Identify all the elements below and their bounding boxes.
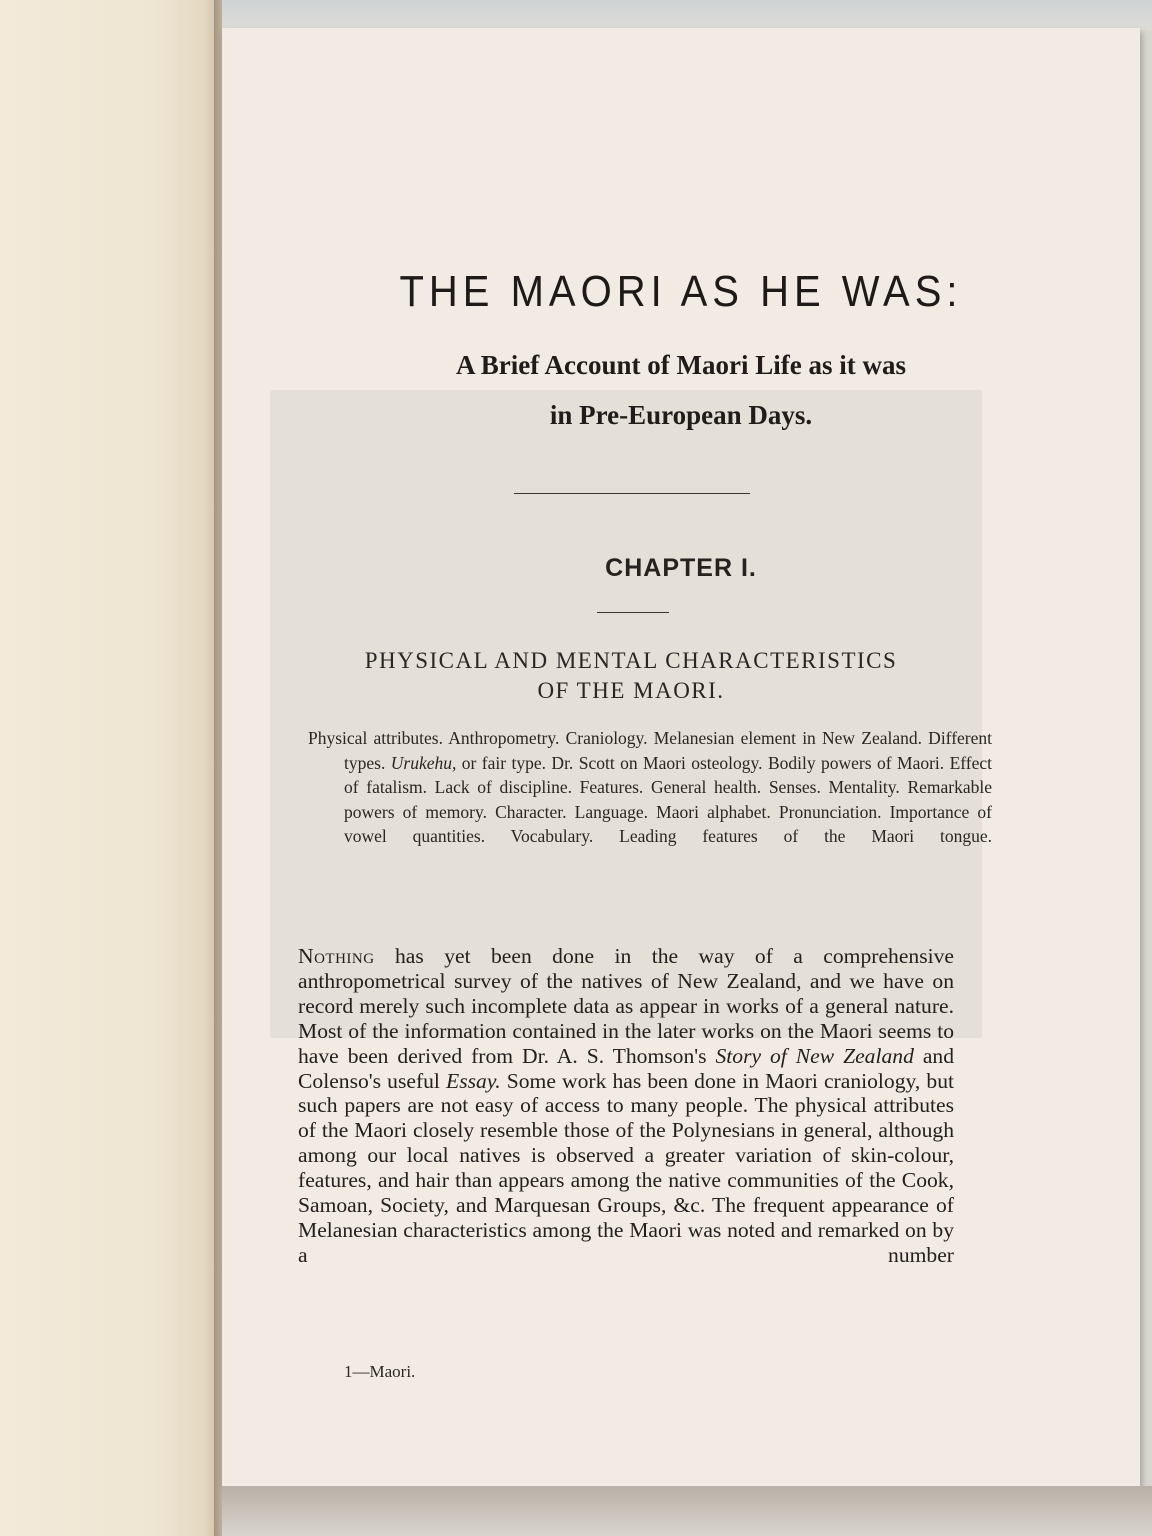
body-text-3: Some work has been done in Maori craniology, but such papers are not easy of access to many people. The physical attributes of the Maori closely resemble those of the Polynesians in general, although among our local natives is observed a greater variation of skin-colour, features, and hair than appears among the native communities of the Cook, Samoan, Society, and Marquesan Groups, &c. The frequent appearance of Melanesian characteristics among the Maori was noted and remarked on by a number xyxy=(298,1068,954,1267)
title-divider xyxy=(514,493,750,494)
body-italic-book-title: Story of New Zealand xyxy=(715,1043,914,1068)
book-title: THE MAORI AS HE WAS: xyxy=(399,268,963,316)
chapter-title-line-1: PHYSICAL AND MENTAL CHARACTERISTICS xyxy=(364,648,898,673)
background-top xyxy=(222,0,1152,30)
body-paragraph xyxy=(298,944,954,1268)
chapter-divider xyxy=(597,612,669,613)
synopsis-text-2: or fair type. Dr. Scott on Maori osteology. Bodily powers of Maori. Effect of fatalism. Lack of discipline. Features. General health. Senses. Mentality. Remarkable powers of memory. Character. Language. Maori alphabet. Pronunciation. Importance of vowel quantities. Vocabulary. Leading features of the Maori tongue. xyxy=(344,752,992,847)
lead-word: Nothing xyxy=(298,944,375,968)
chapter-synopsis xyxy=(308,726,992,849)
chapter-title xyxy=(300,646,962,706)
chapter-title-line-2: OF THE MAORI. xyxy=(537,678,725,703)
body-text-2: and Colenso's useful xyxy=(298,1043,954,1093)
book-subtitle-line-2: in Pre-European Days. xyxy=(549,400,813,430)
book-subtitle-line-1: A Brief Account of Maori Life as it was xyxy=(456,350,906,380)
synopsis-italic-term: Urukehu, xyxy=(390,752,457,773)
body-text-1: has yet been done in the way of a comprehensive anthropometrical survey of the natives of New Zealand, and we have on record merely such incomplete data as appear in works of a general nature. Most of the information contained in the later works on the Maori seems to have been derived from Dr. A. S. Thomson's xyxy=(298,944,954,1068)
page-edge-bottom xyxy=(222,1486,1152,1536)
body-italic-essay: Essay. xyxy=(446,1068,501,1093)
show-through-plate xyxy=(270,390,982,1038)
chapter-heading: CHAPTER I. xyxy=(605,554,757,582)
left-page xyxy=(0,0,222,1536)
signature-mark: 1—Maori. xyxy=(344,1362,416,1381)
synopsis-text-1: Physical attributes. Anthropometry. Craniology. Melanesian element in New Zealand. Different types. xyxy=(308,728,992,773)
